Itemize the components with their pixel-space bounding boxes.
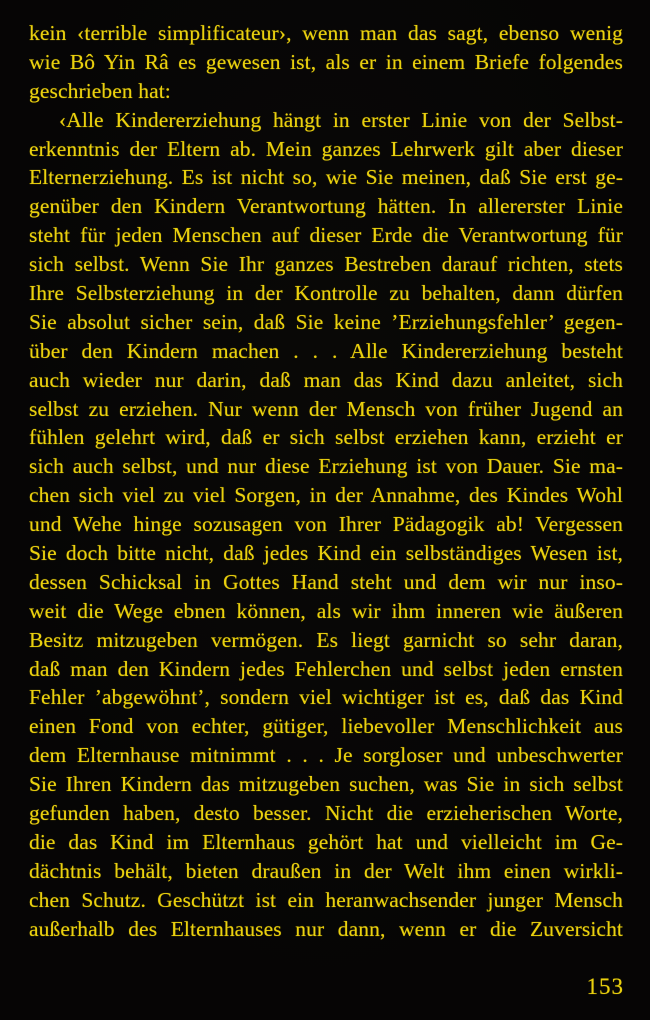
text-line: kein ‹terrible simplificateur›, wenn man das sagt, ebenso wenig (29, 21, 623, 45)
text-line: erkenntnis der Eltern ab. Mein ganzes Lehrwerk gilt aber dieser (29, 136, 623, 161)
text-line: dem Elternhause mitnimmt . . . Je sorgloser und unbeschwerter (29, 743, 623, 768)
text-line: über den Kindern machen . . . Alle Kindererziehung besteht (29, 338, 623, 363)
text-line: auch wieder nur darin, daß man das Kind dazu anleitet, sich (29, 367, 623, 392)
text-line: weit die Wege ebnen können, als wir ihm inneren wie äußeren (29, 598, 623, 623)
text-line: sich selbst. Wenn Sie Ihr ganzes Bestreben darauf richten, stets (29, 252, 623, 277)
text-line: fühlen gelehrt wird, daß er sich selbst erziehen kann, erzieht er (29, 425, 623, 450)
text-line: Sie Ihren Kindern das mitzugeben suchen, was Sie in sich selbst (29, 772, 623, 797)
text-line: einen Fond von echter, gütiger, liebevoller Menschlichkeit aus (29, 714, 623, 739)
text-line: dächtnis behält, bieten draußen in der Welt ihm einen wirkli- (29, 858, 623, 883)
text-line: chen Schutz. Geschützt ist ein heranwachsender junger Mensch (29, 887, 623, 912)
text-line: gefunden haben, desto besser. Nicht die erzieherischen Worte, (29, 801, 623, 826)
text-line: und Wehe hinge sozusagen von Ihrer Pädagogik ab! Vergessen (29, 512, 623, 537)
text-line: Elternerziehung. Es ist nicht so, wie Sie meinen, daß Sie erst ge- (29, 165, 623, 190)
text-line: wie Bô Yin Râ es gewesen ist, als er in einem Briefe folgendes (29, 49, 623, 74)
text-line: Besitz mitzugeben vermögen. Es liegt garnicht so sehr daran, (29, 627, 623, 652)
text-line: daß man den Kindern jedes Fehlerchen und selbst jeden ernsten (29, 656, 623, 681)
text-line: geschrieben hat: (29, 78, 171, 103)
text-line: außerhalb des Elternhauses nur dann, wenn er die Zuversicht (29, 916, 623, 941)
text-line: selbst zu erziehen. Nur wenn der Mensch von früher Jugend an (29, 396, 623, 421)
page-text (29, 19, 623, 944)
text-line: dessen Schicksal in Gottes Hand steht und dem wir nur inso- (29, 569, 623, 594)
text-line: genüber den Kindern Verantwortung hätten. In allererster Linie (29, 194, 623, 219)
text-line: chen sich viel zu viel Sorgen, in der Annahme, des Kindes Wohl (29, 483, 623, 508)
text-line: ‹Alle Kindererziehung hängt in erster Linie von der Selbst- (59, 107, 623, 132)
text-line: sich auch selbst, und nur diese Erziehung ist von Dauer. Sie ma- (29, 454, 623, 479)
page-number: 153 (586, 974, 624, 999)
text-line: Ihre Selbsterziehung in der Kontrolle zu behalten, dann dürfen (29, 281, 623, 306)
text-line: Fehler ’abgewöhnt’, sondern viel wichtiger ist es, daß das Kind (29, 685, 623, 710)
text-line: die das Kind im Elternhaus gehört hat und vielleicht im Ge- (29, 829, 623, 854)
text-line: Sie doch bitte nicht, daß jedes Kind ein selbständiges Wesen ist, (29, 541, 623, 566)
text-line: Sie absolut sicher sein, daß Sie keine ’Erziehungsfehler’ gegen- (29, 309, 623, 334)
text-line: steht für jeden Menschen auf dieser Erde die Verantwortung für (29, 223, 623, 248)
